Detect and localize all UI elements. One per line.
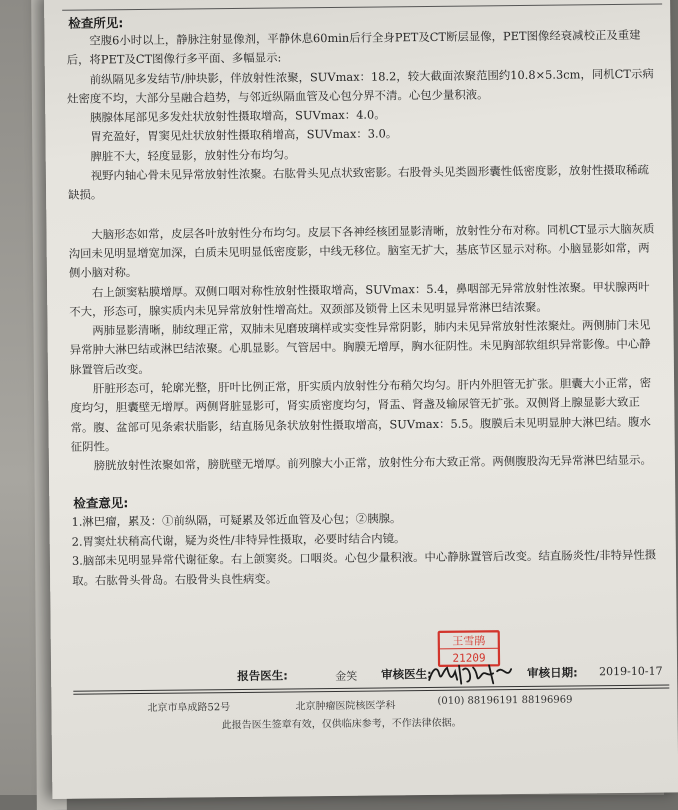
impression-item: 1.淋巴瘤，累及：①前纵隔，可疑累及邻近血管及心包；②胰腺。 bbox=[71, 507, 661, 533]
impressions-body bbox=[71, 507, 662, 592]
findings-paragraph: 视野内轴心骨未见异常放射性浓聚。右肱骨头见点状致密影。右股骨头见类圆形囊性低密度影，放射性摄取稀疏缺损。 bbox=[68, 161, 658, 206]
stamp-code-text: 21209 bbox=[452, 651, 485, 664]
impression-item: 2.胃窦灶状稍高代谢，疑为炎性/非特异性摄取，必要时结合内镜。 bbox=[72, 526, 662, 552]
findings-paragraph: 前纵隔见多发结节/肿块影，伴放射性浓聚，SUVmax：18.2，较大截面浓聚范围约10.8×5.3cm，同机CT示病灶密度不均，大部分呈融合趋势，与邻近纵隔血管及心包分界不清。心包少量积液。 bbox=[67, 64, 657, 109]
findings-paragraph: 脾脏不大，轻度显影，放射性分布均匀。 bbox=[68, 141, 658, 166]
findings-paragraph: 肝脏形态可，轮廓光整，肝叶比例正常，肝实质内放射性分布稍欠均匀。肝内外胆管无扩张。胆囊大小正常，密度均匀，胆囊壁无增厚。两侧肾脏显影可，肾实质密度均匀，肾盂、肾盏及输尿管无扩张。双侧肾上腺显影大致正常。腹、盆部可见条索状脂影，结直肠见条状放射性摄取增高，SUVmax：5.5。腹膜后未见明显肿大淋巴结。腹水征阴性。 bbox=[70, 374, 661, 457]
footer-phone: (010) 88196191 88196969 bbox=[437, 695, 572, 707]
signature-row bbox=[51, 659, 677, 686]
report-doctor-name: 金笑 bbox=[335, 668, 357, 684]
review-date: 2019-10-17 bbox=[599, 665, 663, 679]
stamp-name-text: 王雪鹃 bbox=[452, 634, 485, 647]
impression-item: 3.脑部未见明显异常代谢征象。右上颌窦炎。口咽炎。心包少量积液。中心静脉置管后改变。结直肠炎性/非特异性摄取。右肱骨头骨岛。右股骨头良性病变。 bbox=[72, 546, 662, 591]
footer-department: 北京肿瘤医院核医学科 bbox=[295, 696, 395, 712]
review-date-label: 审核日期: bbox=[527, 664, 578, 681]
findings-paragraph: 大脑形态如常，皮层各叶放射性分布均匀。皮层下各神经核团显影清晰，放射性分布对称。同机CT显示大脑灰质沟回未见明显增宽加深，白质未见明显低密度影，中线无移位。脑室无扩大，基底节区显示对称。小脑显影如常，两侧小脑对称。 bbox=[68, 219, 659, 283]
findings-paragraph: 胰腺体尾部见多发灶状放射性摄取增高，SUVmax：4.0。 bbox=[67, 103, 657, 128]
report-page bbox=[44, 0, 678, 799]
findings-paragraph: 空腹6小时以上，静脉注射显像剂，平静休息60min后行全身PET及CT断层显像，PET图像经衰减校正及重建后，将PET及CT图像行多平面、多幅显示: bbox=[66, 26, 656, 71]
findings-paragraph: 膀胱放射性浓聚如常，膀胱壁无增厚。前列腺大小正常，放射性分布大致正常。两侧腹股沟无异常淋巴结显示。 bbox=[71, 451, 661, 476]
findings-paragraph: 右上颌窦粘膜增厚。双侧口咽对称性放射性摄取增高，SUVmax：5.4，鼻咽部无异常放射性浓聚。甲状腺两叶不大，形态可，腺实质内未见异常放射性增高灶。双颈部及锁骨上区未见明显异常淋巴结浓聚。 bbox=[69, 277, 659, 322]
findings-body bbox=[66, 26, 661, 477]
handwritten-signature bbox=[423, 659, 515, 688]
findings-paragraph: 胃充盈好，胃窦见灶状放射性摄取稍增高，SUVmax：3.0。 bbox=[67, 122, 657, 147]
top-rule bbox=[62, 4, 662, 11]
impressions-title: 检查意见: bbox=[73, 493, 128, 512]
findings-title: 检查所见: bbox=[68, 13, 123, 32]
footer-address: 北京市阜成路52号 bbox=[147, 698, 230, 714]
footer-disclaimer: 此报告医生签章有效，仅供临床参考，不作法律依据。 bbox=[222, 714, 462, 732]
reviewer-label: 审核医生: bbox=[381, 666, 432, 683]
report-doctor-label: 报告医生: bbox=[237, 667, 288, 684]
findings-paragraph: 两肺显影清晰，肺纹理正常，双肺未见磨玻璃样或实变性异常阴影，肺内未见异常放射性浓聚灶。两侧肺门未见异常肿大淋巴结或淋巴结浓聚。心肌显影。气管居中。胸膜无增厚，胸水征阴性。未见胸部软组织异常影像。中心静脉置管后改变。 bbox=[69, 316, 660, 380]
